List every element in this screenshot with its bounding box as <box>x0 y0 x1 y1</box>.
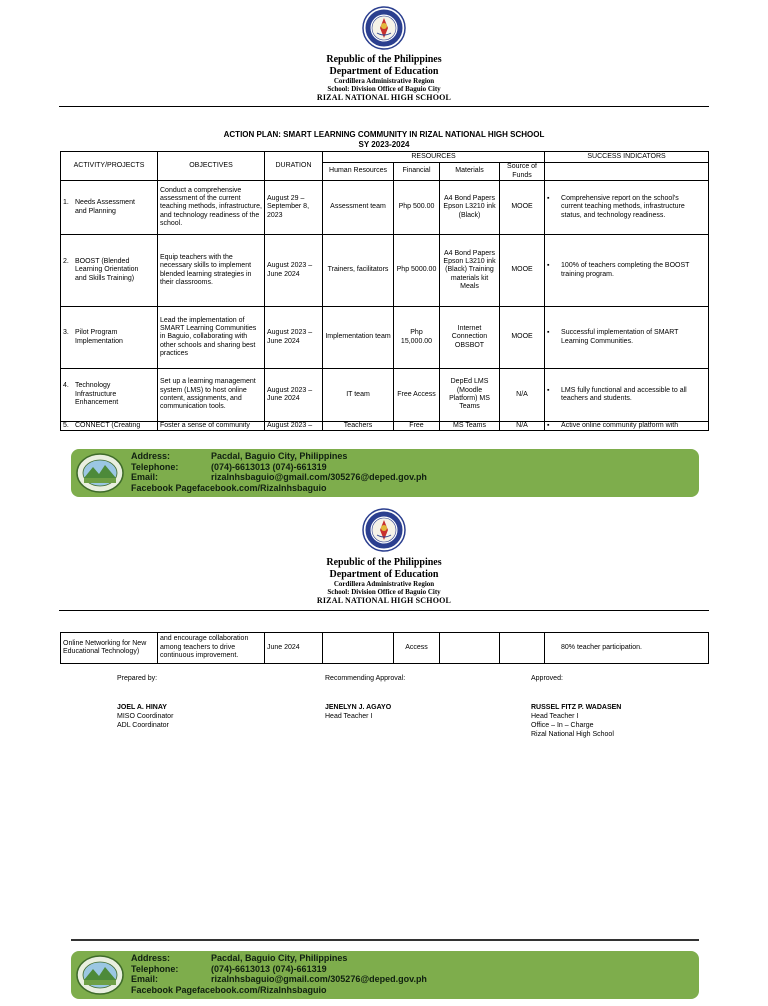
success-indicator-cell: 80% teacher participation. <box>545 633 709 664</box>
facebook-label: Facebook Page: <box>131 984 201 995</box>
plan-title-sy: SY 2023-2024 <box>358 139 410 149</box>
approved-label: Approved: <box>531 675 563 682</box>
financial-cell: Access <box>394 633 440 664</box>
activity-cell: BOOST (Blended Learning Orientation and Skills Training) <box>75 257 139 282</box>
activity-cell: Needs Assessment and Planning <box>75 199 135 215</box>
materials-cell: A4 Bond Papers Epson L3210 ink (Black) <box>440 181 500 235</box>
approved-position-2: Office – In – Charge <box>531 722 594 729</box>
bullet-icon: ▪ <box>547 422 550 429</box>
table-row <box>61 422 709 431</box>
telephone-value: (074)-6613013 (074)-661319 <box>211 963 327 974</box>
source-of-funds-cell: MOOE <box>500 235 545 307</box>
materials-cell <box>440 633 500 664</box>
success-indicator-cell: Comprehensive report on the school's current teaching methods, infrastructure status, and technology readiness. <box>561 194 685 219</box>
table-row <box>61 181 709 235</box>
approved-position-3: Rizal National High School <box>531 731 614 738</box>
materials-cell: DepEd LMS (Moodle Platform) MS Teams <box>440 369 500 422</box>
financial-cell: Free Access <box>394 369 440 422</box>
header-source-of-funds: Source of Funds <box>500 163 545 181</box>
financial-cell: Php 15,000.00 <box>394 307 440 369</box>
facebook-value: facebook.com/Rizalnhsbaguio <box>197 984 327 995</box>
success-indicator-cell: 100% of teachers completing the BOOST training program. <box>561 262 690 278</box>
telephone-label: Telephone: <box>131 461 179 472</box>
email-label: Email: <box>131 472 159 482</box>
duration-cell: August 2023 – June 2024 <box>265 235 323 307</box>
letterhead-division: School: Division Office of Baguio City <box>327 85 441 94</box>
human-resources-cell: IT team <box>323 369 394 422</box>
success-indicator-cell: Active online community platform with <box>561 422 679 429</box>
footer-divider <box>71 939 699 941</box>
prepared-by-position: MISO Coordinator <box>117 713 174 720</box>
recommending-approval-position: Head Teacher I <box>325 713 373 720</box>
deped-seal-icon <box>362 6 406 50</box>
letterhead-division: School: Division Office of Baguio City <box>327 588 441 597</box>
bullet-icon: ▪ <box>547 262 550 270</box>
table-row <box>61 369 709 422</box>
email-value: rizalnhsbaguio@gmail.com/305276@deped.gov.ph <box>211 974 427 984</box>
objectives-cell: Set up a learning management system (LMS) to host online content, assignments, and communication tools. <box>158 369 265 422</box>
objectives-cell: Foster a sense of community <box>158 422 265 431</box>
human-resources-cell: Implementation team <box>323 307 394 369</box>
prepared-by-name: JOEL A. HINAY <box>117 704 167 711</box>
bullet-icon: ▪ <box>547 386 550 394</box>
objectives-cell: and encourage collaboration among teachers to drive continuous improvement. <box>158 633 265 664</box>
table-row <box>61 235 709 307</box>
duration-cell: August 2023 – <box>265 422 323 431</box>
prepared-by-block <box>117 674 173 730</box>
duration-cell: August 2023 – June 2024 <box>265 307 323 369</box>
action-plan-table <box>60 151 709 431</box>
approved-block <box>531 674 621 739</box>
materials-cell: A4 Bond Papers Epson L3210 ink (Black) Training materials kit Meals <box>440 235 500 307</box>
telephone-value: (074)-6613013 (074)-661319 <box>211 461 327 472</box>
row-number: 3. <box>63 329 69 337</box>
duration-cell: August 29 – September 8, 2023 <box>265 181 323 235</box>
materials-cell: Internet Connection OBSBOT <box>440 307 500 369</box>
row-number: 4. <box>63 382 69 390</box>
letterhead-republic: Republic of the Philippines <box>326 54 442 65</box>
header-objectives: OBJECTIVES <box>158 152 265 181</box>
source-of-funds-cell <box>500 633 545 664</box>
duration-cell: June 2024 <box>265 633 323 664</box>
objectives-cell: Conduct a comprehensive assessment of the current teaching methods, infrastructure, and technology readiness of the school. <box>158 181 265 235</box>
financial-cell: Free <box>394 422 440 431</box>
recommending-approval-name: JENELYN J. AGAYO <box>325 704 392 711</box>
facebook-label: Facebook Page: <box>131 482 201 493</box>
header-activity: ACTIVITY/PROJECTS <box>61 152 158 181</box>
row-number: 1. <box>63 199 69 207</box>
letterhead <box>0 557 768 605</box>
letterhead-department: Department of Education <box>329 568 439 580</box>
recommending-approval-label: Recommending Approval: <box>325 675 406 682</box>
activity-cell: CONNECT (Creating <box>75 422 141 429</box>
letterhead-school: RIZAL NATIONAL HIGH SCHOOL <box>316 93 452 103</box>
bullet-icon: ▪ <box>547 329 550 337</box>
email-label: Email: <box>131 974 159 984</box>
duration-cell: August 2023 – June 2024 <box>265 369 323 422</box>
bullet-icon: ▪ <box>547 194 550 202</box>
row-number: 2. <box>63 257 69 265</box>
activity-cell: Online Networking for New Educational Technology) <box>61 633 158 664</box>
approved-position: Head Teacher I <box>531 713 579 720</box>
prepared-by-label: Prepared by: <box>117 675 158 682</box>
letterhead-department: Department of Education <box>329 65 439 77</box>
plan-title <box>0 130 768 149</box>
letterhead-republic: Republic of the Philippines <box>326 557 442 568</box>
materials-cell: MS Teams <box>440 422 500 431</box>
contact-footer <box>71 449 699 497</box>
email-value: rizalnhsbaguio@gmail.com/305276@deped.gov.ph <box>211 472 427 482</box>
action-plan-table-continued <box>60 632 709 664</box>
source-of-funds-cell: MOOE <box>500 307 545 369</box>
activity-cell: Technology Infrastructure Enhancement <box>75 382 119 407</box>
letterhead-region: Cordillera Administrative Region <box>333 580 435 588</box>
table-row <box>61 307 709 369</box>
facebook-value: facebook.com/Rizalnhsbaguio <box>197 482 327 493</box>
objectives-cell: Lead the implementation of SMART Learning Communities in Baguio, collaborating with other schools and sharing best practices <box>158 307 265 369</box>
source-of-funds-cell: N/A <box>500 369 545 422</box>
success-indicator-cell: LMS fully functional and accessible to all teachers and students. <box>561 386 687 402</box>
header-duration: DURATION <box>265 152 323 181</box>
table-header-row-1 <box>61 152 709 163</box>
telephone-label: Telephone: <box>131 963 179 974</box>
header-success-blank <box>545 163 709 181</box>
human-resources-cell: Teachers <box>323 422 394 431</box>
address-value: Pacdal, Baguio City, Philippines <box>211 451 348 461</box>
approved-name: RUSSEL FITZ P. WADASEN <box>531 704 622 711</box>
header-divider <box>59 610 709 611</box>
header-resources: RESOURCES <box>323 152 545 163</box>
row-number: 5. <box>63 422 69 429</box>
prepared-by-position-2: ADL Coordinator <box>117 722 169 729</box>
school-logo-icon <box>75 452 125 494</box>
deped-seal-icon <box>362 508 406 552</box>
activity-cell: Pilot Program Implementation <box>75 329 123 345</box>
school-logo-icon <box>75 954 125 996</box>
recommending-approval-block <box>325 674 405 721</box>
letterhead <box>0 54 768 102</box>
plan-title-main: ACTION PLAN: SMART LEARNING COMMUNITY IN RIZAL NATIONAL HIGH SCHOOL <box>223 130 545 139</box>
header-success: SUCCESS INDICATORS <box>545 152 709 163</box>
contact-footer <box>71 951 699 999</box>
human-resources-cell: Assessment team <box>323 181 394 235</box>
header-materials: Materials <box>440 163 500 181</box>
source-of-funds-cell: MOOE <box>500 181 545 235</box>
success-indicator-cell: Successful implementation of SMART Learning Communities. <box>561 329 679 345</box>
address-label: Address: <box>131 953 171 963</box>
header-divider <box>59 106 709 107</box>
table-row <box>61 633 709 664</box>
header-human-resources: Human Resources <box>323 163 394 181</box>
financial-cell: Php 500.00 <box>394 181 440 235</box>
address-label: Address: <box>131 451 171 461</box>
address-value: Pacdal, Baguio City, Philippines <box>211 953 348 963</box>
header-financial: Financial <box>394 163 440 181</box>
letterhead-school: RIZAL NATIONAL HIGH SCHOOL <box>316 596 452 606</box>
financial-cell: Php 5000.00 <box>394 235 440 307</box>
human-resources-cell <box>323 633 394 664</box>
source-of-funds-cell: N/A <box>500 422 545 431</box>
objectives-cell: Equip teachers with the necessary skills to implement blended learning strategies in their classrooms. <box>158 235 265 307</box>
human-resources-cell: Trainers, facilitators <box>323 235 394 307</box>
letterhead-region: Cordillera Administrative Region <box>333 77 435 85</box>
